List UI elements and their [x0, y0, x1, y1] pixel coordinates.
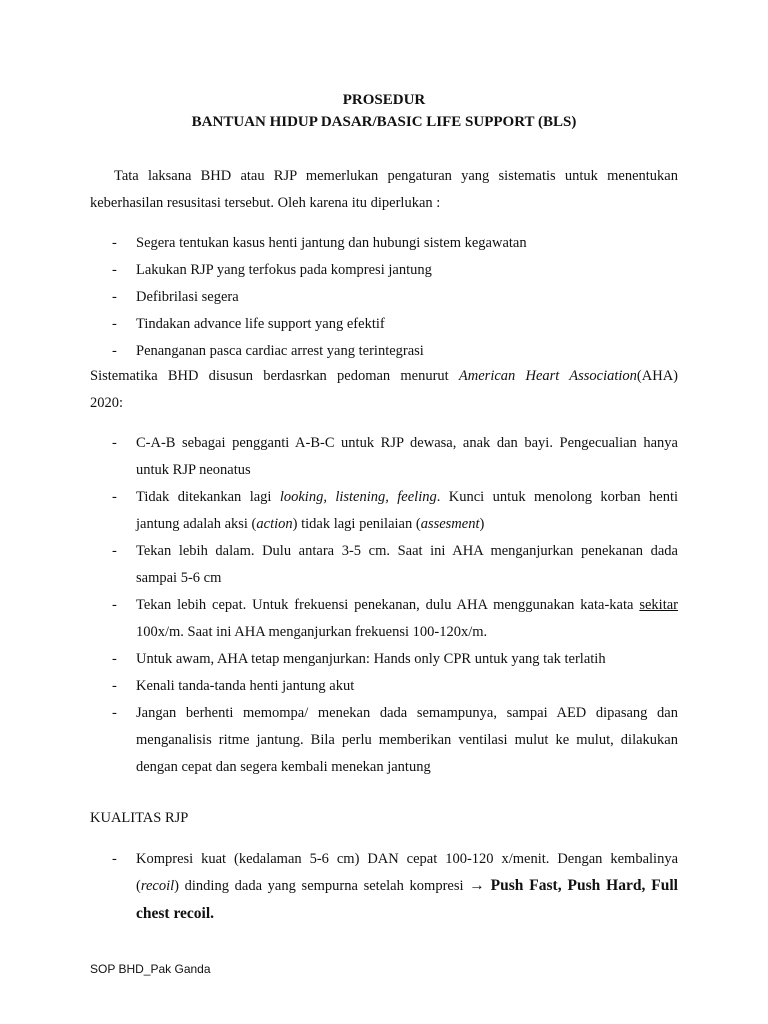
item-italic: recoil: [140, 878, 175, 894]
kualitas-line-3: [136, 905, 678, 923]
sistematika-line-2: 2020:: [90, 395, 124, 411]
sistematika-text: Sistematika BHD disusun berdasrkan pedoman menurut: [90, 368, 459, 384]
bullet-dash: -: [112, 597, 117, 613]
list2-item5: Untuk awam, AHA tetap menganjurkan: Hands only CPR untuk yang tak terlatih: [136, 651, 606, 667]
list2-item3-line1: Tekan lebih dalam. Dulu antara 3-5 cm. Saat ini AHA menganjurkan penekanan dada: [136, 543, 678, 559]
item-text: ) tidak lagi penilaian (: [292, 516, 421, 532]
list2-item4-line1: [136, 597, 678, 614]
item-text: Tekan lebih cepat. Untuk frekuensi penekanan, dulu AHA menggunakan kata-kata: [136, 597, 640, 613]
bullet-dash: -: [112, 262, 117, 278]
list2-item7-line1: Jangan berhenti memompa/ menekan dada semampunya, sampai AED dipasang dan: [136, 705, 678, 721]
item-text: . Kunci untuk menolong korban henti: [436, 489, 679, 505]
sistematika-italic: American Heart Association: [458, 368, 637, 384]
item-bold: Push Fast, Push Hard, Full: [484, 877, 678, 894]
item-italic: assesment: [420, 516, 480, 532]
item-italic: looking, listening, feeling: [279, 489, 437, 505]
bullet-dash: -: [112, 543, 117, 559]
item-text: ): [479, 516, 485, 532]
bullet-dash: -: [112, 289, 117, 305]
list1-item: Lakukan RJP yang terfokus pada kompresi jantung: [136, 262, 432, 278]
bullet-dash: -: [112, 851, 117, 867]
item-italic: action: [256, 516, 293, 532]
bullet-dash: -: [112, 435, 117, 451]
list1-item: Defibrilasi segera: [136, 289, 239, 305]
list2-item1-line2: untuk RJP neonatus: [136, 462, 251, 478]
list2-item7-line2: menganalisis ritme jantung. Bila perlu memberikan ventilasi mulut ke mulut, dilakukan: [136, 732, 678, 748]
list2-item7-line3: dengan cepat dan segera kembali menekan jantung: [136, 759, 431, 775]
list2-item1-line1: C-A-B sebagai pengganti A-B-C untuk RJP dewasa, anak dan bayi. Pengecualian hanya: [136, 435, 678, 451]
list1-item: Penanganan pasca cardiac arrest yang terintegrasi: [136, 343, 424, 359]
list2-item2-line1: [136, 489, 678, 506]
list2-item4-line2: 100x/m. Saat ini AHA menganjurkan frekuensi 100-120x/m.: [136, 624, 488, 640]
page-footer: SOP BHD_Pak Ganda: [90, 962, 211, 976]
bullet-dash: -: [112, 489, 117, 505]
intro-line-1: Tata laksana BHD atau RJP memerlukan pengaturan yang sistematis untuk menentukan: [114, 168, 678, 184]
kualitas-heading: KUALITAS RJP: [90, 810, 189, 826]
list2-item2-line2: [136, 516, 678, 533]
bullet-dash: -: [112, 651, 117, 667]
bullet-dash: -: [112, 678, 117, 694]
item-bold: chest recoil.: [136, 905, 215, 922]
kualitas-line-1: Kompresi kuat (kedalaman 5-6 cm) DAN cepat 100-120 x/menit. Dengan kembalinya: [136, 851, 678, 867]
intro-line-2: keberhasilan resusitasi tersebut. Oleh karena itu diperlukan :: [90, 195, 441, 211]
bullet-dash: -: [112, 343, 117, 359]
list1-item: Tindakan advance life support yang efektif: [136, 316, 385, 332]
bullet-dash: -: [112, 235, 117, 251]
item-underline: sekitar: [639, 597, 678, 613]
bullet-dash: -: [112, 705, 117, 721]
title-line-1: PROSEDUR: [342, 92, 426, 108]
list2-item3-line2: sampai 5-6 cm: [136, 570, 222, 586]
item-text: (: [136, 878, 141, 894]
arrow-right-icon: →: [469, 877, 485, 894]
sistematika-text: (AHA): [636, 368, 678, 384]
list1-item: Segera tentukan kasus henti jantung dan hubungi sistem kegawatan: [136, 235, 527, 251]
item-text: Tidak ditekankan lagi: [136, 489, 280, 505]
kualitas-line-2: [136, 877, 678, 895]
bullet-dash: -: [112, 316, 117, 332]
list2-item6: Kenali tanda-tanda henti jantung akut: [136, 678, 355, 694]
item-text: jantung adalah aksi (: [136, 516, 257, 532]
item-text: ) dinding dada yang sempurna setelah kompresi: [174, 878, 470, 894]
sistematika-line-1: [90, 368, 678, 385]
title-line-2: BANTUAN HIDUP DASAR/BASIC LIFE SUPPORT (BLS): [191, 114, 577, 130]
